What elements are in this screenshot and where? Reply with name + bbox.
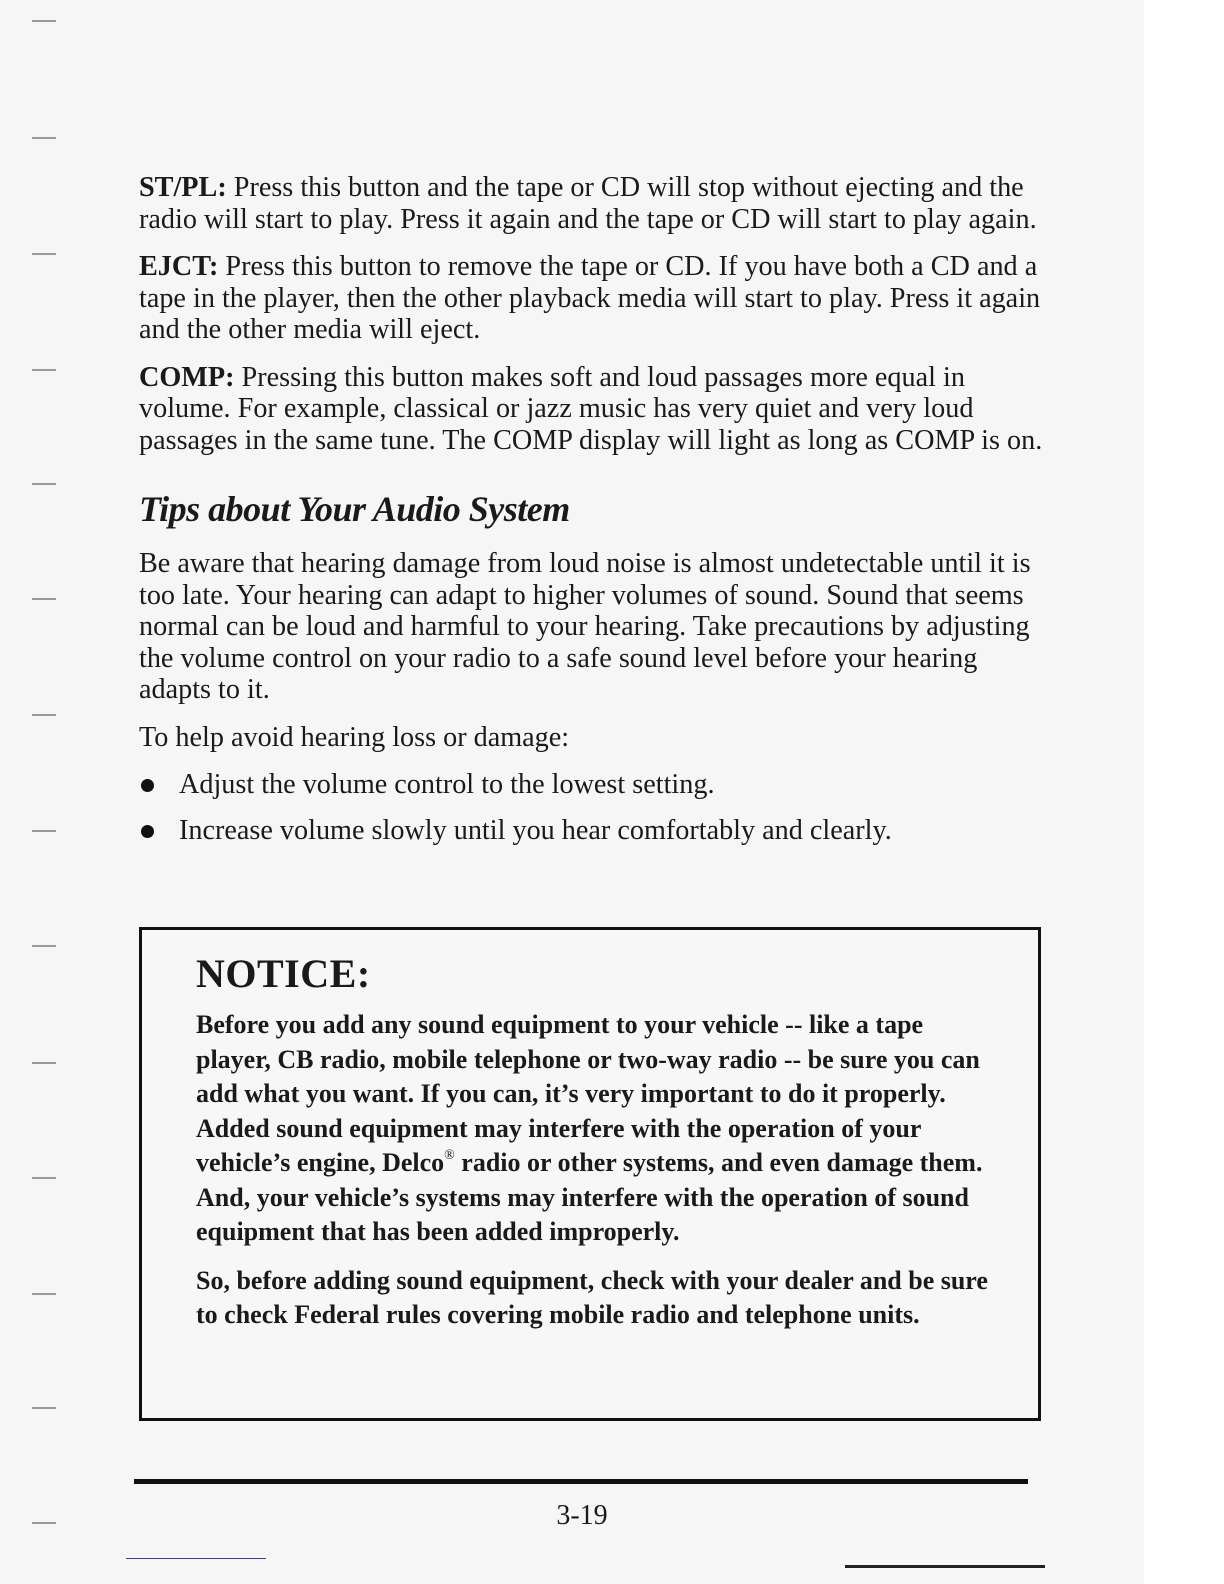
term-label: EJCT:	[139, 251, 219, 282]
margin-tick	[32, 253, 56, 255]
bottom-edge-line	[126, 1558, 266, 1559]
lead-paragraph: To help avoid hearing loss or damage:	[139, 721, 570, 753]
margin-tick	[32, 137, 56, 139]
bottom-edge-line	[845, 1565, 1045, 1568]
notice-box	[139, 927, 1041, 1421]
list-item	[139, 815, 1044, 847]
main-content	[139, 172, 1044, 860]
margin-tick	[32, 714, 56, 716]
section-heading: Tips about Your Audio System	[139, 489, 570, 529]
notice-paragraph	[196, 1008, 996, 1250]
term-description: Press this button and the tape or CD will stop without ejecting and the radio will start to play. Press it again and the tape or CD will start to play again.	[139, 172, 1037, 235]
margin-tick	[32, 1407, 56, 1409]
notice-text-part: radio or other systems, and even damage them. And, your vehicle’s systems may interfere with the operation of sound equipment that has been added improperly.	[196, 1148, 983, 1246]
right-margin-strip	[1144, 0, 1224, 1584]
footer-rule	[134, 1479, 1028, 1484]
button-description-stpl	[139, 172, 1044, 235]
margin-tick	[32, 945, 56, 947]
button-description-comp	[139, 362, 1044, 457]
list-item-text: Adjust the volume control to the lowest setting.	[179, 769, 715, 800]
bullet-icon	[141, 779, 154, 792]
list-item	[139, 769, 1044, 801]
bullet-list	[139, 769, 1044, 846]
registered-mark: ®	[444, 1148, 455, 1163]
notice-content	[196, 950, 996, 1333]
margin-tick	[32, 830, 56, 832]
notice-text-part: Before you add any sound equipment to your vehicle -- like a tape player, CB radio, mobile telephone or two-way radio -- be sure you can add what you want. If you can, it’s very important to do it properly. Added sound equipment may interfere with the operation of your vehicle’s engine, Delco	[196, 1010, 980, 1177]
notice-paragraph: So, before adding sound equipment, check with your dealer and be sure to check Federal rules covering mobile radio and telephone units.	[196, 1265, 988, 1329]
term-description: Pressing this button makes soft and loud passages more equal in volume. For example, classical or jazz music has very quiet and very loud passages in the same tune. The COMP display will light as long as COMP is on.	[139, 361, 1043, 456]
button-description-ejct	[139, 251, 1044, 346]
margin-tick	[32, 483, 56, 485]
term-label: ST/PL:	[139, 172, 227, 203]
notice-title: NOTICE:	[196, 951, 371, 996]
margin-tick	[32, 598, 56, 600]
margin-tick	[32, 20, 56, 22]
bullet-icon	[141, 825, 154, 838]
term-description: Press this button to remove the tape or CD. If you have both a CD and a tape in the player, then the other playback media will start to play. Press it again and the other media will eject.	[139, 251, 1041, 345]
margin-tick-marks	[32, 0, 58, 1584]
intro-paragraph: Be aware that hearing damage from loud noise is almost undetectable until it is too late. Your hearing can adapt to higher volumes of sound. Sound that seems normal can be loud and harmful to your hearing. Take precautions by adjusting the volume control on your radio to a safe sound level before your hearing adapts to it.	[139, 548, 1031, 705]
margin-tick	[32, 1177, 56, 1179]
page-number: 3-19	[556, 1500, 608, 1531]
term-label: COMP:	[139, 361, 235, 393]
margin-tick	[32, 1293, 56, 1295]
list-item-text: Increase volume slowly until you hear comfortably and clearly.	[179, 814, 892, 846]
margin-tick	[32, 1062, 56, 1064]
margin-tick	[32, 369, 56, 371]
